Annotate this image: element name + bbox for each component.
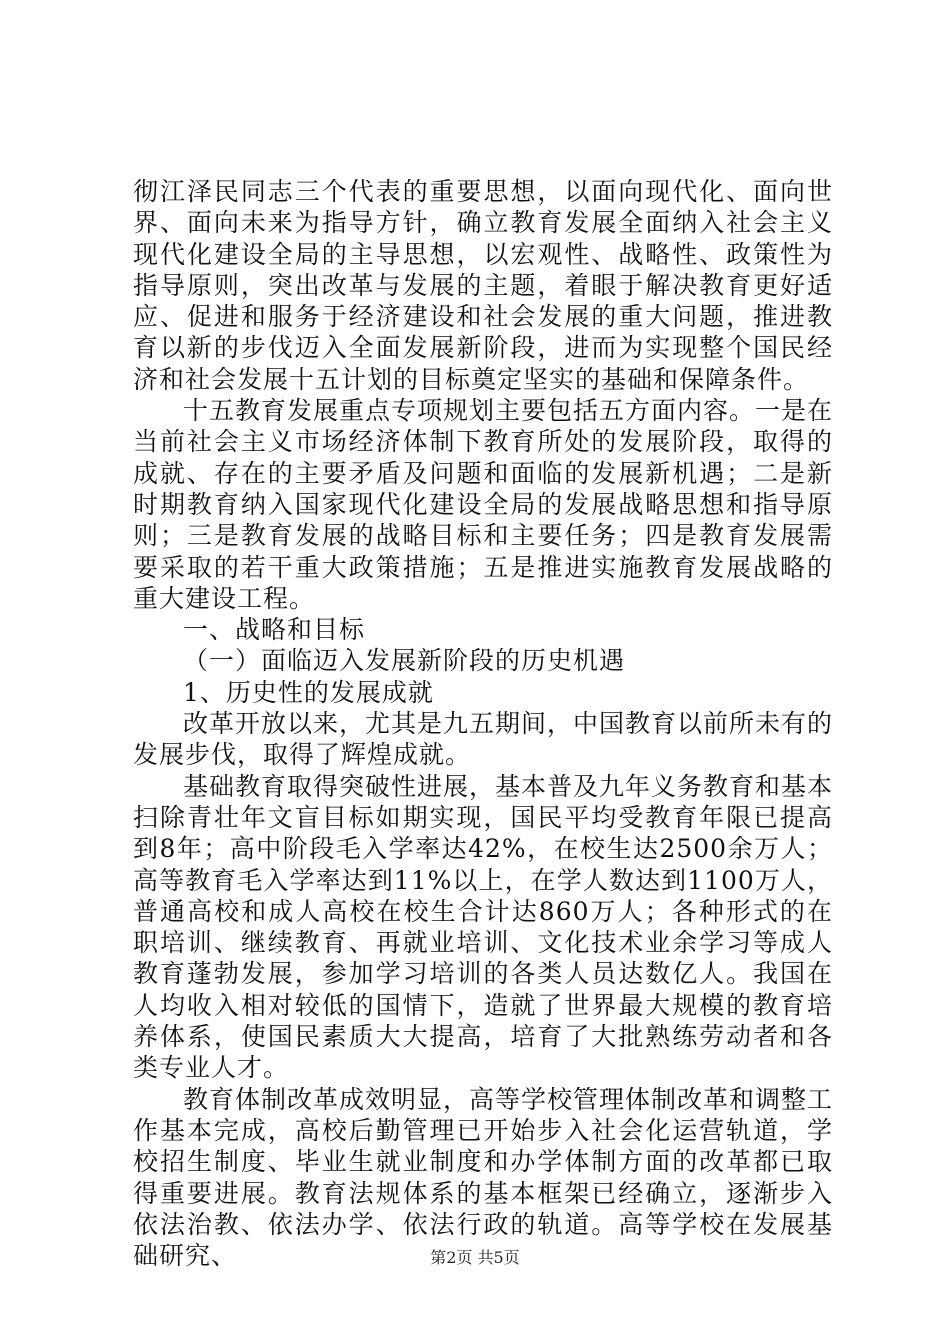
body-paragraph: 教育体制改革成效明显，高等学校管理体制改革和调整工作基本完成，高校后勤管理已开始步入社会化运营轨道，学校招生制度、毕业生就业制度和办学体制方面的改革都已取得重要进展。教育法规体系的基本框架已经确立，逐渐步入依法治教、依法办学、依法行政的轨道。高等学校在发展基础研究、: [133, 1084, 834, 1271]
page-footer: [0, 1245, 950, 1268]
document-body: [133, 176, 833, 1271]
body-paragraph: 基础教育取得突破性进展，基本普及九年义务教育和基本扫除青壮年文盲目标如期实现，国民平均受教育年限已提高到8年；高中阶段毛入学率达42%，在校生达2500余万人；高等教育毛入学率达到11%以上，在学人数达到1100万人，普通高校和成人高校在校生合计达860万人；各种形式的在职培训、继续教育、再就业培训、文化技术业余学习等成人教育蓬勃发展，参加学习培训的各类人员达数亿人。我国在人均收入相对较低的国情下，造就了世界最大规模的教育培养体系，使国民素质大大提高，培育了大批熟练劳动者和各类专业人才。: [133, 771, 834, 1083]
page-number: 第2页 共5页: [430, 1248, 520, 1267]
item-heading: 1、历史性的发展成就: [183, 677, 434, 707]
section-heading: 一、战略和目标: [183, 615, 366, 645]
body-paragraph: 改革开放以来，尤其是九五期间，中国教育以前所未有的发展步伐，取得了辉煌成就。: [133, 709, 834, 770]
subsection-heading: （一）面临迈入发展新阶段的历史机遇: [183, 646, 626, 676]
body-paragraph: 十五教育发展重点专项规划主要包括五方面内容。一是在当前社会主义市场经济体制下教育所处的发展阶段，取得的成就、存在的主要矛盾及问题和面临的发展新机遇；二是新时期教育纳入国家现代化建设全局的发展战略思想和指导原则；三是教育发展的战略目标和主要任务；四是教育发展需要采取的若干重大政策措施；五是推进实施教育发展战略的重大建设工程。: [133, 396, 834, 613]
body-paragraph: 彻江泽民同志三个代表的重要思想，以面向现代化、面向世界、面向未来为指导方针，确立教育发展全面纳入社会主义现代化建设全局的主导思想，以宏观性、战略性、政策性为指导原则，突出改革与发展的主题，着眼于解决教育更好适应、促进和服务于经济建设和社会发展的重大问题，推进教育以新的步伐迈入全面发展新阶段，进而为实现整个国民经济和社会发展十五计划的目标奠定坚实的基础和保障条件。: [133, 177, 833, 394]
